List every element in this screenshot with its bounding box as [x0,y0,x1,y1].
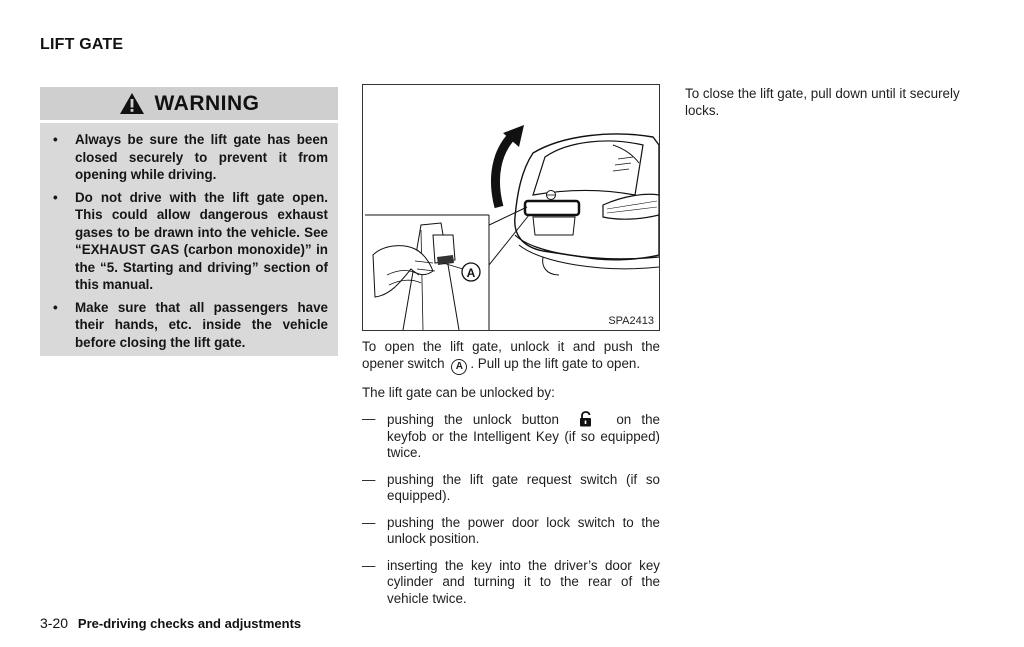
page-title: LIFT GATE [40,36,124,53]
lift-gate-illustration [362,84,660,331]
main-text-column [362,339,660,617]
warning-title: WARNING [154,91,260,115]
close-instructions: To close the lift gate, pull down until it securely locks. [685,86,960,118]
list-item: — pushing the lift gate request switch (if so equipped). [362,471,660,503]
unlock-intro: The lift gate can be unlocked by: [362,384,555,400]
warning-triangle-icon [119,92,145,115]
figure-code: SPA2413 [608,315,654,327]
warning-item: • Make sure that all passengers have their hands, etc. inside the vehicle before closing the lift gate. [53,299,328,350]
warning-item: • Always be sure the lift gate has been closed securely to prevent it from opening while driving. [53,132,328,182]
list-item: — pushing the power door lock switch to the unlock position. [362,514,660,546]
unlock-padlock-icon [579,411,592,427]
page-footer [40,615,301,631]
warning-header [40,87,338,123]
section-title: Pre-driving checks and adjustments [77,616,302,631]
page-number: 3-20 [40,615,69,631]
unlock-methods-list [362,411,660,607]
right-text-column [685,86,985,119]
warning-item: • Do not drive with the lift gate open. This could allow dangerous exhaust gases to be drawn into the vehicle. See “EXHAUST GAS (carbon monoxide)” in the “5. Starting and driving” section of this manual. [53,189,328,292]
list-item: — pushing the unlock button on the keyfob or the Intelligent Key (if so equipped) twice. [362,411,660,460]
open-instructions: To open the lift gate, unlock it and push the opener switch A . Pull up the lift gate to open. [362,339,660,375]
warning-box [40,87,338,356]
warning-list [40,123,338,351]
list-item: — inserting the key into the driver’s door key cylinder and turning it to the rear of the vehicle twice. [362,557,660,606]
callout-a-label: A [466,266,476,280]
lift-gate-drawing [363,85,659,330]
switch-a-marker: A [451,359,467,375]
